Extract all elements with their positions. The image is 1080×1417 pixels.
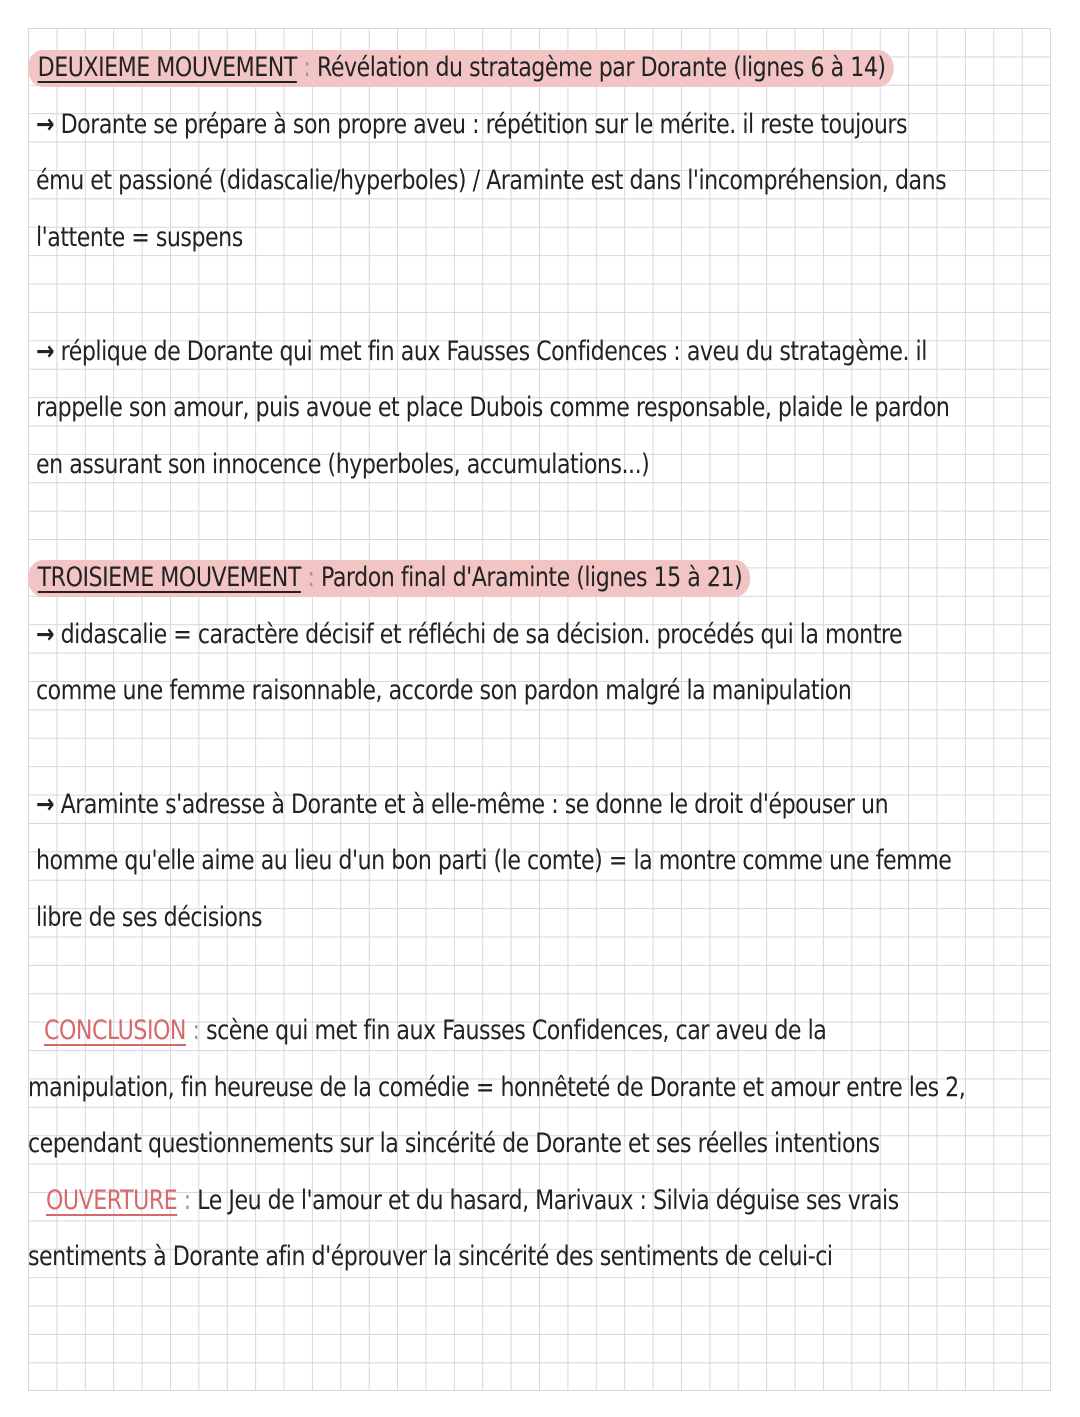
text-line	[36, 332, 927, 372]
text-line	[36, 161, 946, 201]
arrow-right-icon: →	[36, 619, 55, 650]
text-line	[36, 841, 951, 881]
text-line-content: scène qui met fin aux Fausses Confidences, car aveu de la	[206, 1015, 827, 1046]
heading-separator: :	[183, 1185, 191, 1216]
text-line	[36, 445, 649, 485]
heading-highlight	[28, 560, 751, 597]
conclusion-heading: CONCLUSION	[44, 1015, 187, 1046]
text-line-content: manipulation, fin heureuse de la comédie = honnêteté de Dorante et amour entre les 2,	[28, 1072, 966, 1103]
text-line	[36, 785, 888, 825]
heading-subtitle: Révélation du stratagème par Dorante (lignes 6 à 14)	[316, 52, 886, 83]
arrow-right-icon: →	[36, 789, 55, 820]
heading-highlight	[28, 50, 894, 87]
text-line-content: didascalie = caractère décisif et réfléchi de sa décision. procédés qui la montre	[60, 619, 903, 650]
text-line	[36, 218, 243, 258]
text-line	[36, 105, 907, 145]
text-line-content: sentiments à Dorante afin d'éprouver la sincérité des sentiments de celui-ci	[28, 1241, 833, 1272]
section-heading-mouvement-3	[36, 558, 750, 598]
text-line-content: rappelle son amour, puis avoue et place Dubois comme responsable, plaide le pardon	[36, 392, 950, 423]
text-line	[28, 1068, 965, 1108]
arrow-right-icon: →	[36, 336, 55, 367]
heading-separator: :	[303, 52, 311, 83]
ouverture-heading: OUVERTURE	[46, 1185, 178, 1216]
ouverture-line	[46, 1181, 899, 1221]
text-line-content: en assurant son innocence (hyperboles, accumulations...)	[36, 449, 650, 480]
text-line-content: ému et passioné (didascalie/hyperboles) / Araminte est dans l'incompréhension, dans	[36, 165, 947, 196]
text-line	[28, 1124, 880, 1164]
text-line-content: l'attente = suspens	[36, 222, 243, 253]
text-line-content: réplique de Dorante qui met fin aux Fausses Confidences : aveu du stratagème. il	[60, 336, 927, 367]
heading-separator: :	[192, 1015, 200, 1046]
text-line-content: Araminte s'adresse à Dorante et à elle-même : se donne le droit d'épouser un	[60, 789, 889, 820]
text-line-content: libre de ses décisions	[36, 902, 263, 933]
heading-label: TROISIEME MOUVEMENT	[37, 562, 301, 593]
text-line-content: Le Jeu de l'amour et du hasard, Marivaux : Silvia déguise ses vrais	[197, 1185, 899, 1216]
heading-subtitle: Pardon final d'Araminte (lignes 15 à 21)	[320, 562, 743, 593]
text-line	[36, 615, 902, 655]
text-line	[36, 671, 851, 711]
text-line-content: homme qu'elle aime au lieu d'un bon parti (le comte) = la montre comme une femme	[36, 845, 952, 876]
heading-separator: :	[307, 562, 315, 593]
text-line-content: comme une femme raisonnable, accorde son pardon malgré la manipulation	[36, 675, 852, 706]
text-line-content: cependant questionnements sur la sincérité de Dorante et ses réelles intentions	[28, 1128, 880, 1159]
text-line-content: Dorante se prépare à son propre aveu : répétition sur le mérite. il reste toujours	[60, 109, 908, 140]
text-line	[28, 1237, 833, 1277]
arrow-right-icon: →	[36, 109, 55, 140]
heading-label: DEUXIEME MOUVEMENT	[37, 52, 297, 83]
text-line	[36, 898, 262, 938]
section-heading-mouvement-2	[36, 48, 894, 88]
conclusion-line	[44, 1011, 826, 1051]
text-line	[36, 388, 949, 428]
